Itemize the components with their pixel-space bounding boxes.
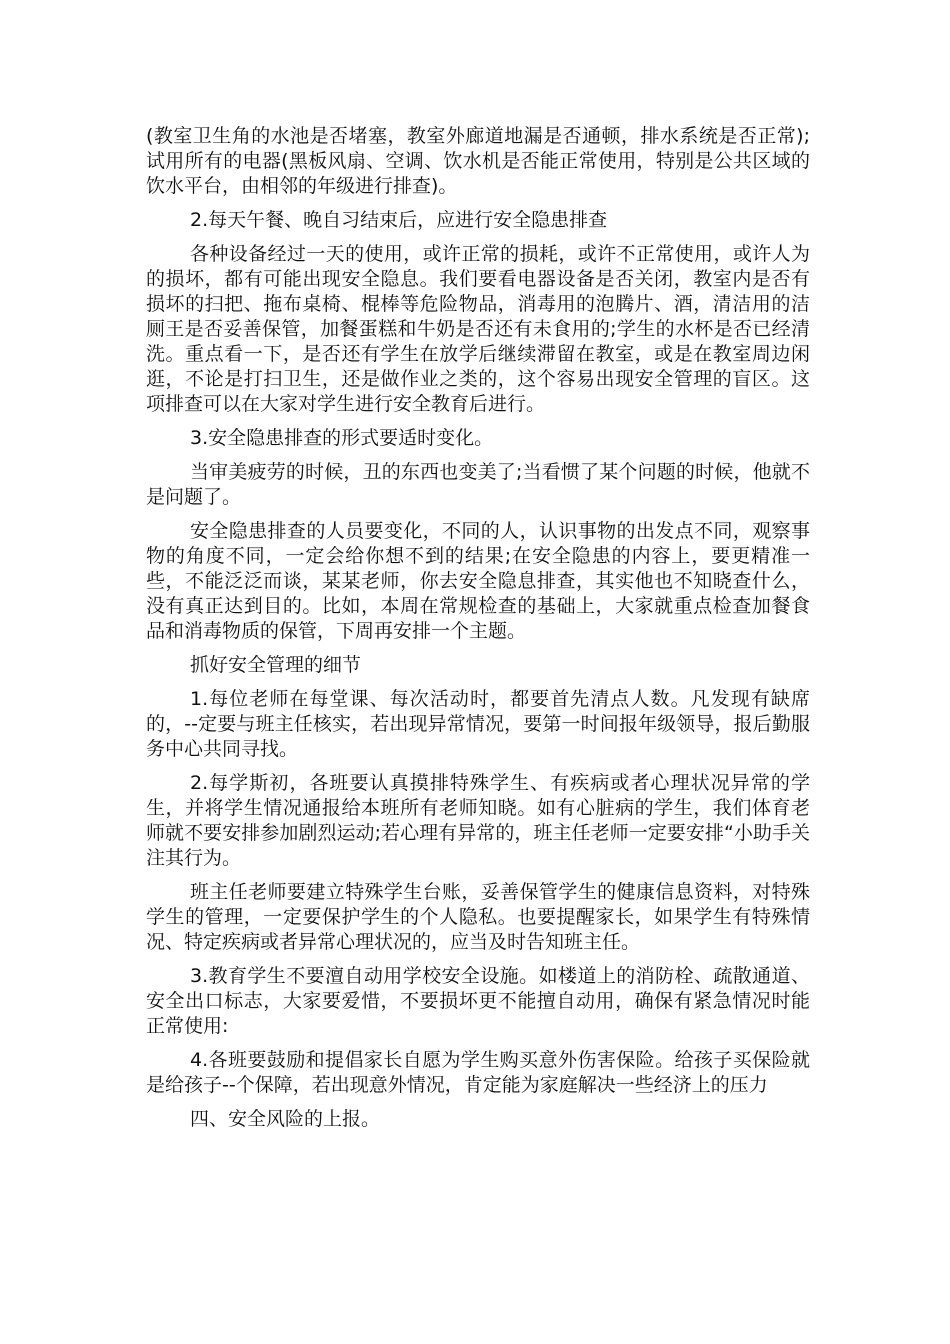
- paragraph-student-records: 班主任老师要建立特殊学生台账，妥善保管学生的健康信息资料，对特殊学生的管理，一定要保护学生的个人隐私。也要提醒家长，如果学生有特殊情况、特定疾病或者异常心理状况的，应当及时告知班主任。: [146, 881, 810, 953]
- paragraph-equipment: 各种设备经过一天的使用，或许正常的损耗，或许不正常使用，或许人为的损坏，都有可能出现安全隐息。我们要看电器设备是否关闭，教室内是否有损坏的扫把、拖布桌椅、棍棒等危险物品，消毒用的泡腾片、酒，清洁用的洁厕王是否妥善保管，加餐蛋糕和牛奶是否还有未食用的;学生的水杯是否已经清洗。重点看一下，是否还有学生在放学后继续滞留在教室，或是在教室周边闲逛，不论是打扫卫生，还是做作业之类的，这个容易出现安全管理的盲区。这项排查可以在大家对学生进行安全教育后进行。: [146, 243, 810, 415]
- paragraph-insurance: 4.各班要鼓励和提倡家长自愿为学生购买意外伤害保险。给孩子买保险就是给孩子--个保障，若出现意外情况，肯定能为家庭解决一些经济上的压力: [146, 1049, 810, 1096]
- paragraph-safety-facilities: 3.教育学生不要澶自动用学校安全设施。如楼道上的消防栓、疏散通道、安全出口标志，大家要爱惜，不要损坏更不能擅自动用，确保有紧急情况时能正常使用:: [146, 965, 810, 1037]
- heading-risk-report: 四、安全风险的上报。: [190, 1108, 381, 1130]
- paragraph-continuation: (教室卫生角的水池是否堵塞，教室外廊道地漏是否通顿，排水系统是否正常);试用所有的电器(黑板风扇、空调、饮水机是否能正常使用，特别是公共区域的饮水平台，由相邻的年级进行排查)。: [146, 125, 810, 197]
- heading-check-form: 3.安全隐患排查的形式要适时变化。: [190, 427, 494, 449]
- heading-management-details: 抓好安全管理的细节: [190, 654, 362, 676]
- document-page: [146, 124, 810, 1141]
- paragraph-headcount: 1.每位老师在每堂课、每次活动时，都要首先清点人数。凡发现有缺席的，--定要与班主任核实，若出现异常情况，要第一时间报年级领导，报后勤服务中心共同寻找。: [146, 688, 810, 760]
- paragraph-aesthetic-fatigue: 当审美疲劳的时候，丑的东西也变美了;当看惯了某个问题的时候，他就不是问题了。: [146, 461, 810, 508]
- paragraph-personnel-change: 安全隐患排查的人员要变化，不同的人，认识事物的出发点不同，观察事物的角度不同，一定会给你想不到的结果;在安全隐患的内容上，要更精准一些，不能泛泛而谈，某某老师，你去安全隐息排查，其实他也不知晓查什么，没有真正达到目的。比如，本周在常规检查的基础上，大家就重点检查加餐食品和消毒物质的保管，下周再安排一个主题。: [146, 520, 810, 642]
- paragraph-special-students: 2.每学斯初，各班要认真摸排特殊学生、有疾病或者心理状况异常的学生，并将学生情况通报给本班所有老师知晓。如有心脏病的学生，我们体育老师就不要安排参加剧烈运动;若心理有异常的，班主任老师一定要安排“小助手关注其行为。: [146, 772, 810, 869]
- heading-lunch-check: 2.每天午餐、晚自习结束后，应进行安全隐患排查: [190, 209, 608, 231]
